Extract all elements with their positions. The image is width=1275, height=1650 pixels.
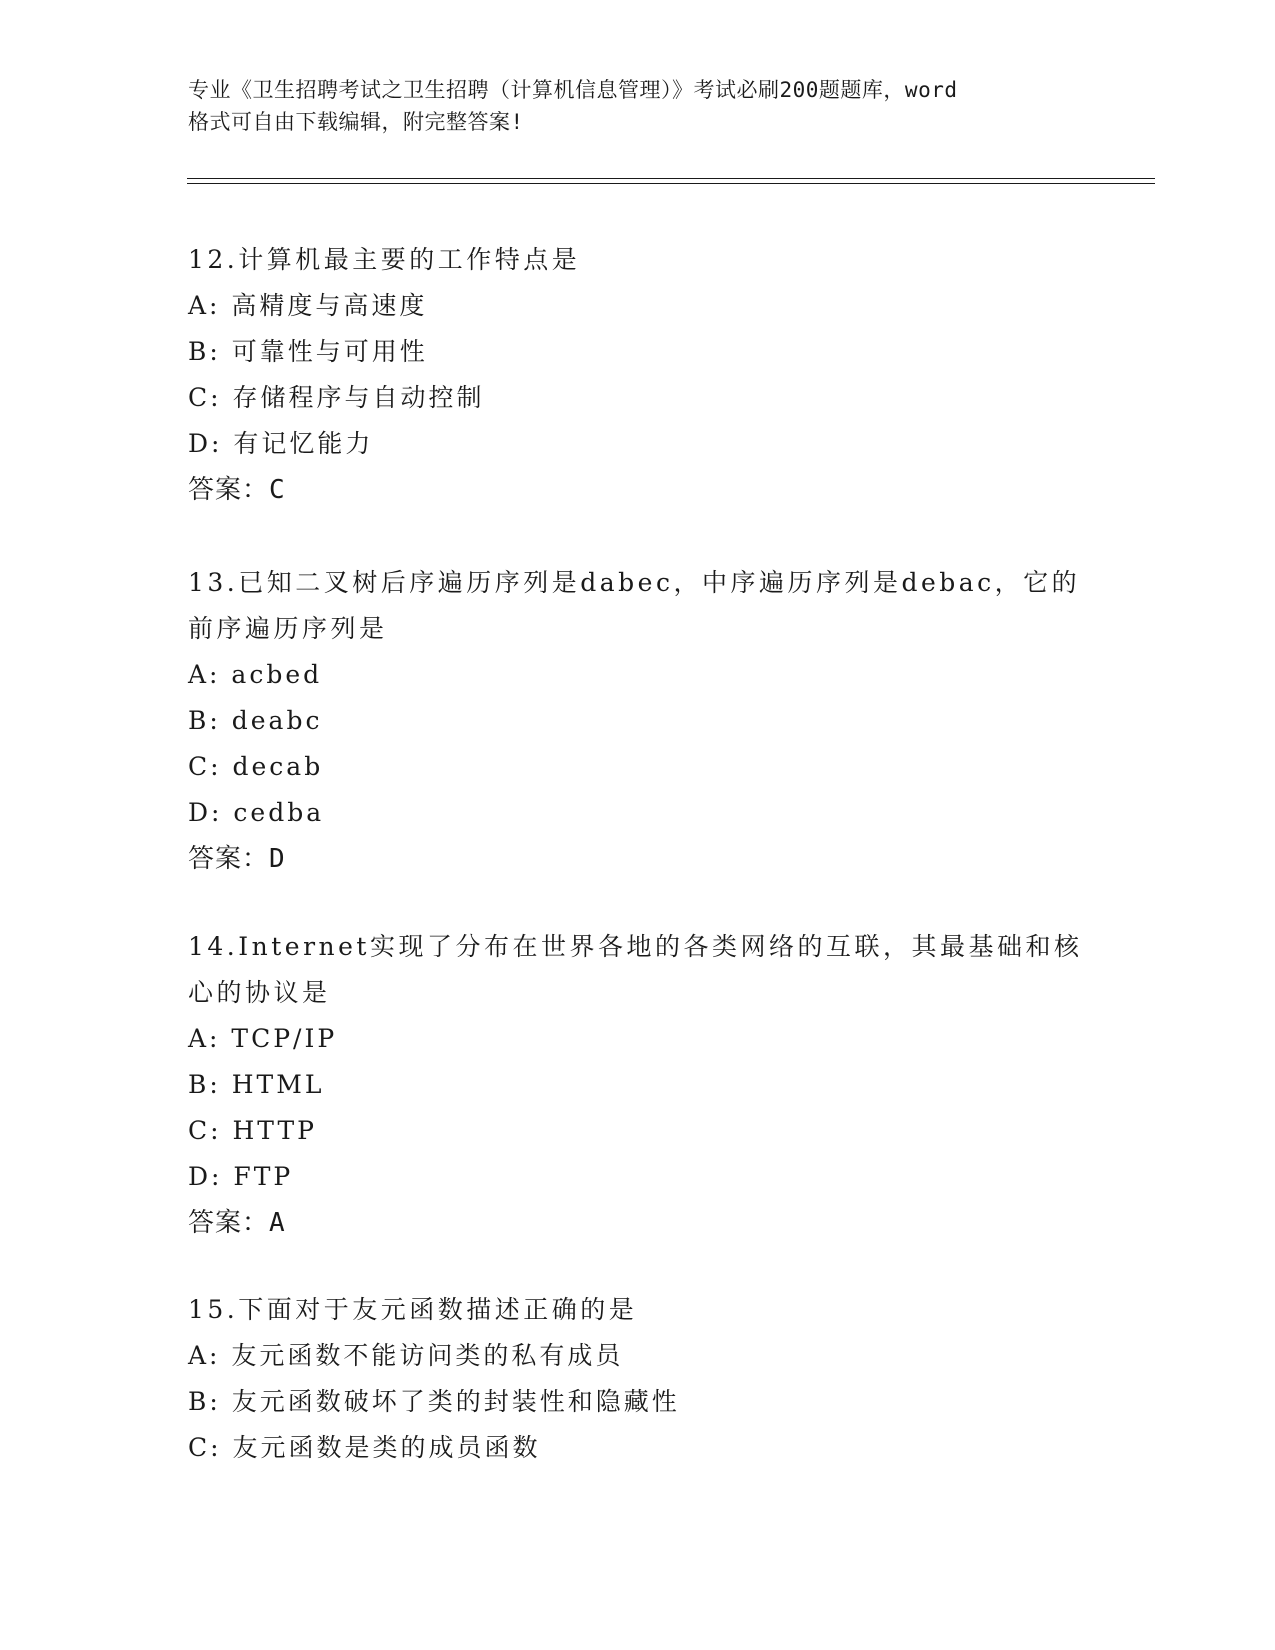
question-14 <box>188 924 1088 1246</box>
answer-label: 答案： <box>188 844 270 874</box>
option-d: D: 有记忆能力 <box>188 429 374 458</box>
answer-line <box>188 1200 1088 1246</box>
option-d: D: FTP <box>188 1162 294 1191</box>
answer-label: 答案： <box>188 1208 270 1238</box>
answer-line <box>188 467 1088 513</box>
option-c: C: decab <box>188 752 324 781</box>
question-stem-continued: 心的协议是 <box>188 978 331 1007</box>
option-c: C: 友元函数是类的成员函数 <box>188 1433 541 1462</box>
option-a: A: 友元函数不能访问类的私有成员 <box>188 1341 624 1370</box>
option-b: B: HTML <box>188 1070 325 1099</box>
option-b: B: 可靠性与可用性 <box>188 337 428 366</box>
question-stem: 15.下面对于友元函数描述正确的是 <box>188 1295 638 1324</box>
question-15 <box>188 1287 1088 1471</box>
option-a: A: TCP/IP <box>188 1024 338 1053</box>
header-line-2: 格式可自由下载编辑，附完整答案! <box>188 110 524 134</box>
option-a: A: acbed <box>188 660 323 689</box>
question-stem-continued: 前序遍历序列是 <box>188 614 388 643</box>
header-divider-top <box>187 178 1155 179</box>
answer-label: 答案： <box>188 475 270 505</box>
question-stem: 12.计算机最主要的工作特点是 <box>188 245 581 274</box>
answer-value: A <box>269 1208 286 1238</box>
question-stem: 14.Internet实现了分布在世界各地的各类网络的互联，其最基础和核 <box>188 932 1083 961</box>
answer-value: C <box>269 475 286 505</box>
option-c: C: 存储程序与自动控制 <box>188 383 485 412</box>
option-b: B: 友元函数破坏了类的封装性和隐藏性 <box>188 1387 680 1416</box>
option-c: C: HTTP <box>188 1116 317 1145</box>
option-d: D: cedba <box>188 798 325 827</box>
answer-value: D <box>269 844 286 874</box>
question-13 <box>188 560 1088 882</box>
question-12 <box>188 237 1088 513</box>
header-line-1: 专业《卫生招聘考试之卫生招聘（计算机信息管理）》考试必刷200题题库，word <box>188 78 958 102</box>
option-b: B: deabc <box>188 706 323 735</box>
question-stem: 13.已知二叉树后序遍历序列是dabec，中序遍历序列是debac，它的 <box>188 568 1081 597</box>
header-divider-bottom <box>187 183 1155 184</box>
option-a: A: 高精度与高速度 <box>188 291 428 320</box>
document-header <box>188 74 1088 138</box>
answer-line <box>188 836 1088 882</box>
